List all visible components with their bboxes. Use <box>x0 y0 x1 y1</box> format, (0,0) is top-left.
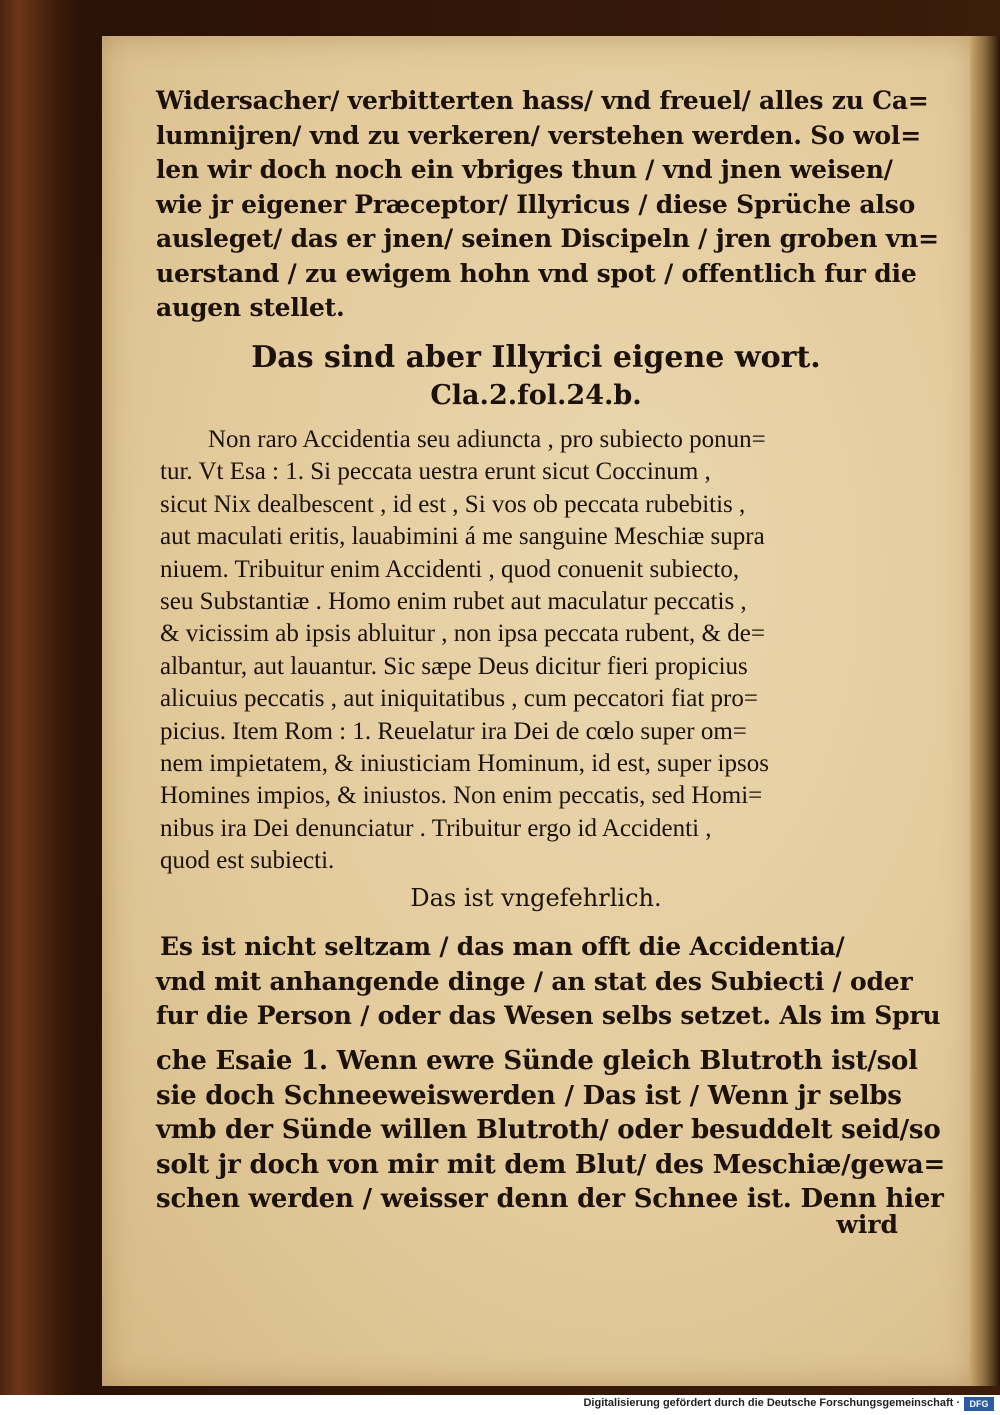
paragraph-1 <box>156 84 939 326</box>
text-line: che Esaie 1. Wenn ewre Sünde gleich Blutroth ist/sol <box>156 1046 918 1076</box>
text-line: nem impietatem, & iniusticiam Hominum, id est, super ipsos <box>160 750 769 778</box>
text-line: fur die Person / oder das Wesen selbs setzet. Als im Spru <box>156 1001 941 1030</box>
text-line: ausleget/ das er jnen/ seinen Discipeln / jren groben vn= <box>156 224 939 253</box>
text-line: alicuius peccatis , aut iniquitatibus , cum peccatori fiat pro= <box>160 685 758 713</box>
footer-credit: Digitalisierung gefördert durch die Deutsche Forschungsgemeinschaft · <box>583 1397 960 1409</box>
text-line: vnd mit anhangende dinge / an stat des Subiecti / oder <box>156 966 913 996</box>
text-line: lumnijren/ vnd zu verkeren/ verstehen werden. So wol= <box>156 120 921 150</box>
text-line: augen stellet. <box>156 293 345 322</box>
dfg-logo: DFG <box>964 1397 994 1411</box>
text-line: aut maculati eritis, lauabimini á me sanguine Meschiæ supra <box>160 523 765 551</box>
text-line: sie doch Schneeweiswerden / Das ist / Wenn jr selbs <box>156 1080 902 1111</box>
text-line: niuem. Tribuitur enim Accidenti , quod conuenit subiecto, <box>160 555 740 583</box>
translation-heading: Das ist vngefehrlich. <box>410 884 662 912</box>
text-line: nibus ira Dei denunciatur . Tribuitur ergo id Accidenti , <box>160 814 712 842</box>
latin-paragraph <box>160 424 920 878</box>
text-line: sicut Nix dealbescent , id est , Si vos ob peccata rubebitis , <box>160 490 746 518</box>
text-line: seu Substantiæ . Homo enim rubet aut maculatur peccatis , <box>160 588 747 616</box>
text-line: picius. Item Rom : 1. Reuelatur ira Dei de cœlo super om= <box>160 717 747 745</box>
paragraph-4 <box>156 1044 946 1217</box>
page-edge <box>970 36 1000 1386</box>
text-line: Non raro Accidentia seu adiuncta , pro subiecto ponun= <box>208 426 766 453</box>
text-line: solt jr doch von mir mit dem Blut/ des Meschiæ/gewa= <box>156 1149 946 1180</box>
citation-heading: Cla.2.fol.24.b. <box>430 380 642 411</box>
text-line: wie jr eigener Præceptor/ Illyricus / diese Sprüche also <box>156 189 916 219</box>
footer-bar <box>0 1395 1000 1415</box>
text-line: vmb der Sünde willen Blutroth/ oder besuddelt seid/so <box>156 1115 941 1145</box>
text-line: schen werden / weisser denn der Schnee ist. Denn hier <box>156 1184 944 1214</box>
text-line: albantur, aut lauantur. Sic sæpe Deus dicitur fieri propicius <box>160 652 748 680</box>
text-line: tur. Vt Esa : 1. Si peccata uestra erunt sicut Coccinum , <box>160 458 711 486</box>
text-line: Homines impios, & iniustos. Non enim peccatis, sed Homi= <box>160 782 763 810</box>
text-line: Es ist nicht seltzam / das man offt die Accidentia/ <box>160 932 845 961</box>
text-line: len wir doch noch ein vbriges thun / vnd jnen weisen/ <box>156 155 893 184</box>
text-line: quod est subiecti. <box>160 847 335 875</box>
section-heading: Das sind aber Illyrici eigene wort. <box>251 340 821 375</box>
text-line: Widersacher/ verbitterten hass/ vnd freuel/ alles zu Ca= <box>156 86 929 115</box>
text-line: uerstand / zu ewigem hohn vnd spot / offentlich fur die <box>156 258 917 288</box>
paragraph-3 <box>156 930 941 1034</box>
text-line: & vicissim ab ipsis abluitur , non ipsa peccata rubent, & de= <box>160 620 765 648</box>
catchword: wird <box>836 1210 898 1239</box>
